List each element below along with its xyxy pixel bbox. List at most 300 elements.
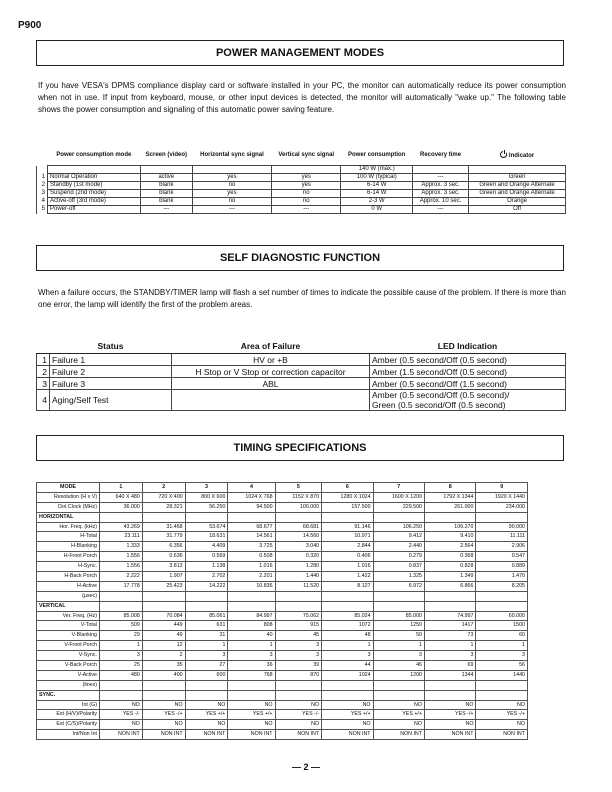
table-cell-indicator: Green — [469, 174, 566, 182]
table-cell: 1250 — [373, 621, 424, 631]
table-cell: 56 — [476, 661, 528, 671]
table-cell: NON INT — [373, 730, 424, 740]
row-label: H-Sync. — [37, 562, 100, 572]
table-cell: 234.000 — [476, 502, 528, 512]
table-cell: 480 — [100, 670, 143, 680]
table-cell: 0.406 — [322, 552, 373, 562]
table-cell: 0.547 — [476, 552, 528, 562]
table-cell: NON INT — [185, 730, 228, 740]
table-cell-mode: Suspend (2nd mode) — [48, 190, 141, 198]
table-cell: 25 — [100, 661, 143, 671]
table-cell: 60 — [476, 631, 528, 641]
table-cell: 0.828 — [425, 562, 476, 572]
table-cell: 28.321 — [142, 502, 185, 512]
table-cell: 2.702 — [185, 572, 228, 582]
table-cell: 10.836 — [228, 581, 275, 591]
table-cell: NON INT — [228, 730, 275, 740]
table-cell: 3 — [275, 651, 322, 661]
table-row — [37, 174, 566, 182]
row-label: Resolution (H x V) — [37, 492, 100, 502]
table-cell: NO — [185, 720, 228, 730]
row-label: (lines) — [37, 680, 100, 690]
table-cell — [322, 680, 373, 690]
table-cell-vsync: yes — [272, 182, 341, 190]
table-cell: 69 — [425, 661, 476, 671]
row-label: H-Back Porch — [37, 572, 100, 582]
table-cell — [228, 690, 275, 700]
power-management-heading — [36, 40, 564, 66]
table-cell: 800 X 600 — [185, 492, 228, 502]
row-label: Ext (H/V)/Polarity — [37, 710, 100, 720]
table-cell: 43.269 — [100, 522, 143, 532]
table-cell-indicator: Green and Orange Alternate — [469, 190, 566, 198]
table-row — [37, 532, 528, 542]
table-cell-power: 6-14 W — [341, 182, 412, 190]
table-cell — [275, 680, 322, 690]
table-row — [37, 562, 528, 572]
table-cell: 600 — [185, 670, 228, 680]
table-cell — [142, 591, 185, 601]
table-cell: 1024 — [322, 670, 373, 680]
table-cell-screen: blank — [140, 198, 192, 206]
table-cell: 2.440 — [373, 542, 424, 552]
table-cell: NO — [322, 720, 373, 730]
table-cell: 84.997 — [228, 611, 275, 621]
table-cell: 14.222 — [185, 581, 228, 591]
table-cell-screen: blank — [140, 182, 192, 190]
table-cell-n: 2 — [37, 182, 48, 190]
table-cell: 45 — [275, 631, 322, 641]
table-row — [37, 581, 528, 591]
table-cell: 94.500 — [228, 502, 275, 512]
table-cell — [373, 680, 424, 690]
table-cell: 3.040 — [275, 542, 322, 552]
table-cell-hsync: yes — [192, 190, 271, 198]
table-cell: 2.564 — [425, 542, 476, 552]
table-cell: 6.866 — [425, 581, 476, 591]
table-cell: 1.333 — [100, 542, 143, 552]
table-row — [37, 621, 528, 631]
table-cell: 48 — [322, 631, 373, 641]
table-cell: 100.000 — [275, 502, 322, 512]
table-cell-status: Failure 1 — [50, 354, 172, 366]
table-cell-index: 4 — [37, 390, 50, 411]
table-cell-index: 2 — [37, 366, 50, 378]
table-row — [37, 680, 528, 690]
table-cell: NO — [228, 720, 275, 730]
table-cell-area: ABL — [172, 378, 370, 390]
table-cell: 1417 — [425, 621, 476, 631]
table-cell — [142, 690, 185, 700]
col-status: Status — [50, 339, 172, 354]
table-cell-indicator: Off — [469, 206, 566, 214]
led-line: Amber (1.5 second/Off (0.5 second) — [372, 366, 507, 377]
table-cell — [373, 591, 424, 601]
table-cell: 14.561 — [228, 532, 275, 542]
table-cell: 1.016 — [228, 562, 275, 572]
table-row — [37, 522, 528, 532]
led-line: Amber (0.5 second/Off (0.5 second) — [372, 354, 507, 365]
table-cell: 106.250 — [373, 522, 424, 532]
table-cell: 2.844 — [322, 542, 373, 552]
table-cell: 85.061 — [185, 611, 228, 621]
row-label: VERTICAL — [37, 601, 100, 611]
table-cell-screen: blank — [140, 190, 192, 198]
table-cell: 68.677 — [228, 522, 275, 532]
table-cell-indicator: Green and Orange Alternate — [469, 182, 566, 190]
table-cell-recovery: Approx. 3 sec. — [412, 182, 468, 190]
table-cell-screen — [140, 166, 192, 174]
table-cell: 768 — [228, 670, 275, 680]
table-cell — [100, 512, 143, 522]
table-cell: 229.500 — [373, 502, 424, 512]
table-cell: NO — [228, 700, 275, 710]
table-cell: 2.222 — [100, 572, 143, 582]
table-cell — [425, 591, 476, 601]
table-cell: 1024 X 768 — [228, 492, 275, 502]
table-cell — [373, 512, 424, 522]
table-cell: 1500 — [476, 621, 528, 631]
table-cell: 10.971 — [322, 532, 373, 542]
table-cell: 9.412 — [373, 532, 424, 542]
self-diagnostic-heading — [36, 245, 564, 271]
table-cell-screen: --- — [140, 206, 192, 214]
table-cell: NON INT — [425, 730, 476, 740]
table-cell-status: Failure 3 — [50, 378, 172, 390]
table-cell: 91.146 — [322, 522, 373, 532]
table-cell: NO — [476, 720, 528, 730]
table-cell: 1072 — [322, 621, 373, 631]
table-cell: YES -/+ — [142, 710, 185, 720]
table-cell: 0.889 — [476, 562, 528, 572]
table-cell: 3 — [100, 651, 143, 661]
table-cell: 8.205 — [476, 581, 528, 591]
table-cell-power: 100 W (typical) — [341, 174, 412, 182]
table-row — [37, 390, 566, 411]
table-cell: NO — [142, 720, 185, 730]
table-cell — [425, 601, 476, 611]
table-row — [37, 552, 528, 562]
table-cell — [425, 680, 476, 690]
table-cell — [476, 591, 528, 601]
table-cell — [425, 512, 476, 522]
table-cell-index: 3 — [37, 378, 50, 390]
table-cell: 0.320 — [275, 552, 322, 562]
table-cell: 39 — [275, 661, 322, 671]
row-label: V-Front Porch — [37, 641, 100, 651]
table-cell-recovery: Approx. 10 sec. — [412, 198, 468, 206]
table-row — [37, 378, 566, 390]
row-label: Int (G) — [37, 700, 100, 710]
table-cell: 1.422 — [322, 572, 373, 582]
table-cell: 1.556 — [100, 562, 143, 572]
table-cell — [322, 591, 373, 601]
table-cell: 3.813 — [142, 562, 185, 572]
col-power-consumption: Power consumption — [348, 151, 406, 158]
table-cell-screen: active — [140, 174, 192, 182]
table-cell-hsync: no — [192, 198, 271, 206]
table-cell: 31.468 — [142, 522, 185, 532]
table-cell-mode: Power-off — [48, 206, 141, 214]
table-row — [37, 651, 528, 661]
table-cell-area: H Stop or V Stop or correction capacitor — [172, 366, 370, 378]
timing-specifications-title: TIMING SPECIFICATIONS — [233, 442, 367, 454]
row-label: Ver. Freq. (Hz) — [37, 611, 100, 621]
table-cell — [275, 512, 322, 522]
table-cell-recovery: --- — [412, 206, 468, 214]
table-cell: YES +/+ — [322, 710, 373, 720]
table-cell: 1 — [100, 641, 143, 651]
table-cell: 2 — [142, 483, 185, 493]
table-cell-vsync: no — [272, 190, 341, 198]
table-cell: 36.000 — [100, 502, 143, 512]
table-cell: 11.520 — [275, 581, 322, 591]
table-row — [37, 354, 566, 366]
table-cell: 5 — [275, 483, 322, 493]
table-cell: 85.008 — [100, 611, 143, 621]
row-label: V-Back Porch — [37, 661, 100, 671]
table-cell: 106.270 — [425, 522, 476, 532]
row-label: Hor. Freq. (kHz) — [37, 522, 100, 532]
table-cell — [185, 690, 228, 700]
table-row — [37, 542, 528, 552]
table-row — [37, 492, 528, 502]
table-cell-vsync: yes — [272, 174, 341, 182]
table-cell-led — [370, 378, 566, 390]
table-cell: NO — [425, 700, 476, 710]
table-cell-power: 140 W (max.) — [341, 166, 412, 174]
table-cell: 6.972 — [373, 581, 424, 591]
table-cell: 46 — [373, 661, 424, 671]
table-row — [37, 572, 528, 582]
table-row — [37, 190, 566, 198]
table-cell: YES -/+ — [425, 710, 476, 720]
table-cell: 27 — [185, 661, 228, 671]
table-cell — [142, 512, 185, 522]
table-cell: 9.410 — [425, 532, 476, 542]
table-cell: YES +/+ — [228, 710, 275, 720]
col-recovery-time: Recovery time — [420, 151, 462, 158]
row-label: Ext (C/S)/Polarity — [37, 720, 100, 730]
table-row — [37, 483, 528, 493]
table-cell: 1.349 — [425, 572, 476, 582]
row-label: (µsec) — [37, 591, 100, 601]
table-cell: 1440 — [476, 670, 528, 680]
table-cell — [373, 690, 424, 700]
table-cell-power: 6-14 W — [341, 190, 412, 198]
table-cell-led — [370, 354, 566, 366]
table-cell: NO — [142, 700, 185, 710]
table-cell: 2 — [142, 651, 185, 661]
table-row — [37, 641, 528, 651]
table-cell-n: 5 — [37, 206, 48, 214]
table-cell: NON INT — [476, 730, 528, 740]
row-label: SYNC. — [37, 690, 100, 700]
col-vsync: Vertical sync signal — [278, 151, 335, 158]
table-cell: 1280 X 1024 — [322, 492, 373, 502]
table-cell: 85.000 — [373, 611, 424, 621]
table-cell — [228, 601, 275, 611]
table-row — [37, 206, 566, 214]
table-cell: 0.279 — [373, 552, 424, 562]
row-label: Int/Non Int — [37, 730, 100, 740]
table-cell — [100, 680, 143, 690]
table-row — [37, 700, 528, 710]
table-cell: 0.508 — [228, 552, 275, 562]
table-cell-n — [37, 166, 48, 174]
table-cell: 870 — [275, 670, 322, 680]
table-cell: NO — [100, 700, 143, 710]
table-cell-mode: Normal Operation — [48, 174, 141, 182]
table-cell-index: 1 — [37, 354, 50, 366]
table-cell: 1 — [228, 641, 275, 651]
table-cell: 4.409 — [185, 542, 228, 552]
table-cell-hsync — [192, 166, 271, 174]
table-cell: YES +/+ — [373, 710, 424, 720]
table-cell: 449 — [142, 621, 185, 631]
table-cell: 3 — [425, 651, 476, 661]
power-icon — [500, 151, 507, 158]
table-cell: 1344 — [425, 670, 476, 680]
table-cell — [275, 601, 322, 611]
col-power-mode: Power consumption mode — [56, 151, 132, 158]
table-cell: 6.356 — [142, 542, 185, 552]
row-label: HORIZONTAL — [37, 512, 100, 522]
led-line: Green (0.5 second/Off (0.5 second) — [372, 400, 506, 410]
table-cell: NON INT — [275, 730, 322, 740]
table-cell — [322, 601, 373, 611]
col-screen: Screen (video) — [145, 151, 187, 158]
table-cell — [425, 690, 476, 700]
table-cell: 49 — [142, 631, 185, 641]
table-cell-recovery — [412, 166, 468, 174]
row-label: V-Active — [37, 670, 100, 680]
row-label: H-Blanking — [37, 542, 100, 552]
table-cell: NO — [373, 700, 424, 710]
row-label: H-Active — [37, 581, 100, 591]
table-cell: 1920 X 1440 — [476, 492, 528, 502]
table-cell: 2.906 — [476, 542, 528, 552]
table-cell: 29 — [100, 631, 143, 641]
table-cell: 0.368 — [425, 552, 476, 562]
table-cell: 3.725 — [228, 542, 275, 552]
table-cell — [476, 690, 528, 700]
table-cell — [373, 601, 424, 611]
table-cell — [228, 680, 275, 690]
table-cell: 4 — [228, 483, 275, 493]
table-cell-n: 1 — [37, 174, 48, 182]
table-cell: NO — [373, 720, 424, 730]
table-cell: 9 — [476, 483, 528, 493]
table-cell: 3 — [322, 651, 373, 661]
model-label: P900 — [18, 20, 42, 31]
table-cell — [185, 601, 228, 611]
table-cell: 85.024 — [322, 611, 373, 621]
table-cell: 17.778 — [100, 581, 143, 591]
table-cell: YES -/- — [100, 710, 143, 720]
table-cell-status: Aging/Self Test — [50, 390, 172, 411]
table-cell: 56.250 — [185, 502, 228, 512]
table-cell: NON INT — [142, 730, 185, 740]
table-row — [37, 670, 528, 680]
table-cell — [476, 601, 528, 611]
table-cell: 50 — [373, 631, 424, 641]
table-cell-indicator: Orange — [469, 198, 566, 206]
table-cell: 915 — [275, 621, 322, 631]
table-cell: 3 — [185, 651, 228, 661]
table-row — [37, 512, 528, 522]
row-label: V-Total — [37, 621, 100, 631]
table-cell-hsync: --- — [192, 206, 271, 214]
table-cell: 3 — [275, 641, 322, 651]
table-cell-vsync — [272, 166, 341, 174]
table-cell — [185, 591, 228, 601]
table-row — [37, 182, 566, 190]
diagnostic-intro-paragraph: When a failure occurs, the STANDBY/TIMER lamp will flash a set number of times to indicate the possible cause of the problem. If there is more than one error, the lamp will identify the first of the problem areas. — [38, 288, 566, 309]
table-cell: 1 — [100, 483, 143, 493]
table-cell: 14.560 — [275, 532, 322, 542]
table-cell-hsync: yes — [192, 174, 271, 182]
power-management-table — [36, 145, 566, 214]
table-cell: 2.201 — [228, 572, 275, 582]
table-cell: 1152 X 870 — [275, 492, 322, 502]
table-cell: 40 — [228, 631, 275, 641]
table-cell: 509 — [100, 621, 143, 631]
led-line: Amber (0.5 second/Off (0.5 second)/ — [372, 390, 510, 400]
table-cell: 3 — [476, 651, 528, 661]
timing-specifications-heading — [36, 435, 564, 461]
table-cell-n: 4 — [37, 198, 48, 206]
table-cell: 18.631 — [185, 532, 228, 542]
table-cell: 35 — [142, 661, 185, 671]
table-row — [37, 710, 528, 720]
power-management-title: POWER MANAGEMENT MODES — [215, 47, 385, 59]
table-cell-hsync: no — [192, 182, 271, 190]
table-cell-mode: Standby (1st mode) — [48, 182, 141, 190]
table-cell: 1 — [476, 641, 528, 651]
table-cell: 75.062 — [275, 611, 322, 621]
table-cell: 1.138 — [185, 562, 228, 572]
table-cell: 1 — [322, 641, 373, 651]
table-cell: 74.997 — [425, 611, 476, 621]
table-cell — [476, 512, 528, 522]
table-cell: 31.779 — [142, 532, 185, 542]
table-cell: 8.127 — [322, 581, 373, 591]
table-cell: NO — [100, 720, 143, 730]
table-cell: 25.423 — [142, 581, 185, 591]
table-cell — [322, 512, 373, 522]
table-row — [37, 631, 528, 641]
table-cell: NO — [275, 720, 322, 730]
table-cell: 0.569 — [185, 552, 228, 562]
table-cell: 31 — [185, 631, 228, 641]
table-cell: NO — [322, 700, 373, 710]
table-cell: 73 — [425, 631, 476, 641]
power-intro-paragraph: If you have VESA's DPMS compliance display card or software installed in your PC, the monitor can automatically reduce its power consumption when not in use. If input from keyboard, mouse, or other input devices is detected, the monitor will automatically "wake up." The following table shows the power consumption and signaling of this automatic power saving feature. — [38, 81, 566, 114]
table-cell — [100, 690, 143, 700]
table-cell: 1200 — [373, 670, 424, 680]
table-cell-n: 3 — [37, 190, 48, 198]
table-cell: 400 — [142, 670, 185, 680]
table-cell — [185, 512, 228, 522]
table-cell: 0.636 — [142, 552, 185, 562]
table-cell — [275, 690, 322, 700]
table-cell-power: 0 W — [341, 206, 412, 214]
table-cell: 1.470 — [476, 572, 528, 582]
col-indicator: Indicator — [469, 145, 566, 166]
table-cell: 1.325 — [373, 572, 424, 582]
table-cell: 7 — [373, 483, 424, 493]
